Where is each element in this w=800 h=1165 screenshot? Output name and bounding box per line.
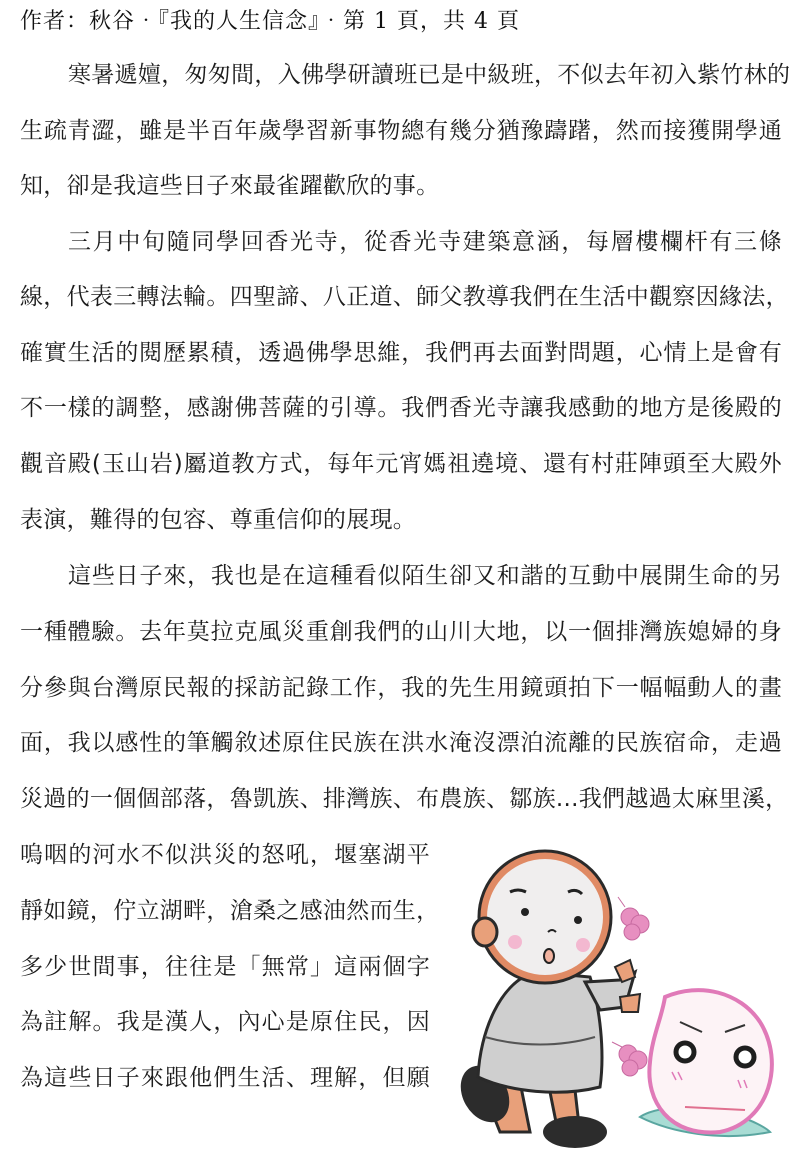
paragraph-2-line-4: 不一樣的調整，感謝佛菩薩的引導。我們香光寺讓我感動的地方是後殿的 xyxy=(20,395,782,421)
peach-character xyxy=(649,990,772,1132)
paragraph-1-line-1: 寒暑遞嬗，匆匆間，入佛學研讀班已是中級班，不似去年初入紫竹林的 xyxy=(68,62,791,88)
paragraph-2-line-5: 觀音殿(玉山岩)屬道教方式，每年元宵媽祖遶境、還有村莊陣頭至大殿外 xyxy=(20,451,782,477)
paragraph-2-line-2: 線，代表三轉法輪。四聖諦、八正道、師父教導我們在生活中觀察因緣法， xyxy=(20,284,789,310)
paragraph-3-line-9: 為註解。我是漢人，內心是原住民，因 xyxy=(20,1009,430,1035)
paragraph-1-line-2: 生疏青澀，雖是半百年歲學習新事物總有幾分猶豫躊躇，然而接獲開學通 xyxy=(20,118,782,144)
paragraph-2-line-3: 確實生活的閱歷累積，透過佛學思維，我們再去面對問題，心情上是會有 xyxy=(20,340,782,366)
paragraph-3-line-2: 一種體驗。去年莫拉克風災重創我們的山川大地，以一個排灣族媳婦的身 xyxy=(20,619,782,645)
paragraph-3-line-3: 分參與台灣原民報的採訪記錄工作，我的先生用鏡頭拍下一幅幅動人的畫 xyxy=(20,675,782,701)
paragraph-3-line-6: 嗚咽的河水不似洪災的怒吼，堰塞湖平 xyxy=(20,842,430,868)
paragraph-3-line-7: 靜如鏡，佇立湖畔，滄桑之感油然而生， xyxy=(20,898,440,924)
paragraph-3-line-10: 為這些日子來跟他們生活、理解，但願 xyxy=(20,1065,430,1091)
paragraph-3-line-1: 這些日子來，我也是在這種看似陌生卻又和諧的互動中展開生命的另 xyxy=(68,563,782,589)
paragraph-2-line-6: 表演，難得的包容、尊重信仰的展現。 xyxy=(20,507,417,533)
document-header: 作者：秋谷‧『我的人生信念』‧第 1 頁，共 4 頁 xyxy=(20,9,520,34)
paragraph-1-line-3: 知，卻是我這些日子來最雀躍歡欣的事。 xyxy=(20,173,440,199)
monk-and-peach-illustration xyxy=(440,832,800,1160)
paragraph-2-line-1: 三月中旬隨同學回香光寺，從香光寺建築意涵，每層樓欄杆有三條 xyxy=(68,229,782,255)
paragraph-3-line-4: 面，我以感性的筆觸敘述原住民族在洪水淹沒漂泊流離的民族宿命，走過 xyxy=(20,730,782,756)
paragraph-3-line-8: 多少世間事，往往是「無常」這兩個字 xyxy=(20,954,430,980)
paragraph-3-line-5: 災過的一個個部落，魯凱族、排灣族、布農族、鄒族...我們越過太麻里溪， xyxy=(20,786,789,812)
monk-figure xyxy=(451,851,640,1148)
